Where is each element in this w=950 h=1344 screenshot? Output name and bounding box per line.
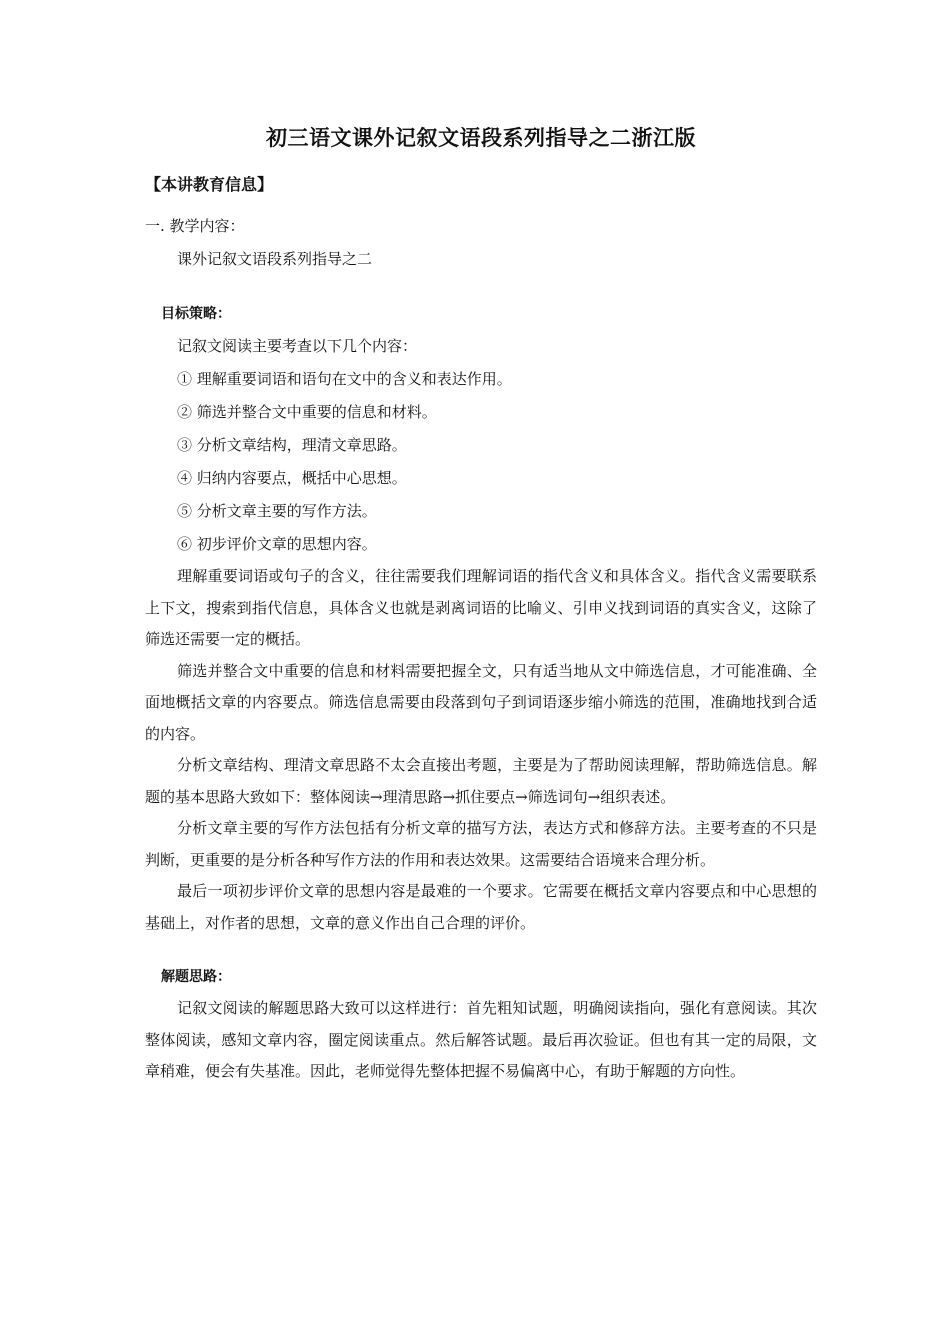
goal-item: ② 筛选并整合文中重要的信息和材料。 <box>177 403 437 421</box>
goal-item: ① 理解重要词语和语句在文中的含义和表达作用。 <box>177 370 512 388</box>
goals-paragraph: 理解重要词语或句子的含义，往往需要我们理解词语的指代含义和具体含义。指代含义需要联系上下文，搜索到指代信息，具体含义也就是剥离词语的比喻义、引申义找到词语的真实含义，这除了筛选还需要一定的概括。 <box>145 567 817 648</box>
goal-item: ⑥ 初步评价文章的思想内容。 <box>177 535 377 553</box>
approach-paragraph: 记叙文阅读的解题思路大致可以这样进行：首先粗知试题，明确阅读指向，强化有意阅读。其次整体阅读，感知文章内容，圈定阅读重点。然后解答试题。最后再次验证。但也有其一定的局限，文章稍难，便会有失基准。因此，老师觉得先整体把握不易偏离中心，有助于解题的方向性。 <box>145 999 817 1080</box>
goal-item: ④ 归纳内容要点，概括中心思想。 <box>177 469 407 487</box>
goals-paragraph: 分析文章主要的写作方法包括有分析文章的描写方法，表达方式和修辞方法。主要考查的不只是判断，更重要的是分析各种写作方法的作用和表达效果。这需要结合语境来合理分析。 <box>145 819 817 869</box>
goals-paragraph: 分析文章结构、理清文章思路不太会直接出考题，主要是为了帮助阅读理解，帮助筛选信息。解题的基本思路大致如下：整体阅读→理清思路→抓住要点→筛选词句→组织表述。 <box>145 756 817 806</box>
goals-intro: 记叙文阅读主要考查以下几个内容： <box>177 337 418 355</box>
goals-heading: 目标策略： <box>161 306 231 322</box>
approach-heading: 解题思路： <box>161 969 231 985</box>
goal-item: ⑤ 分析文章主要的写作方法。 <box>177 502 377 520</box>
document-title: 初三语文课外记叙文语段系列指导之二浙江版 <box>266 126 696 150</box>
goals-paragraph: 筛选并整合文中重要的信息和材料需要把握全文，只有适当地从文中筛选信息，才可能准确、全面地概括文章的内容要点。筛选信息需要由段落到句子到词语逐步缩小筛选的范围，准确地找到合适的内容。 <box>145 661 817 743</box>
goal-item: ③ 分析文章结构，理清文章思路。 <box>177 436 407 454</box>
spacer <box>145 939 817 961</box>
goals-paragraph: 最后一项初步评价文章的思想内容是最难的一个要求。它需要在概括文章内容要点和中心思想的基础上，对作者的思想，文章的意义作出自己合理的评价。 <box>145 882 817 932</box>
teaching-content-text: 课外记叙文语段系列指导之二 <box>177 250 373 268</box>
teaching-content-label: 一. 教学内容： <box>145 217 245 235</box>
document-page <box>145 118 817 1088</box>
spacer <box>145 276 817 298</box>
section-header: 【本讲教育信息】 <box>145 175 274 194</box>
